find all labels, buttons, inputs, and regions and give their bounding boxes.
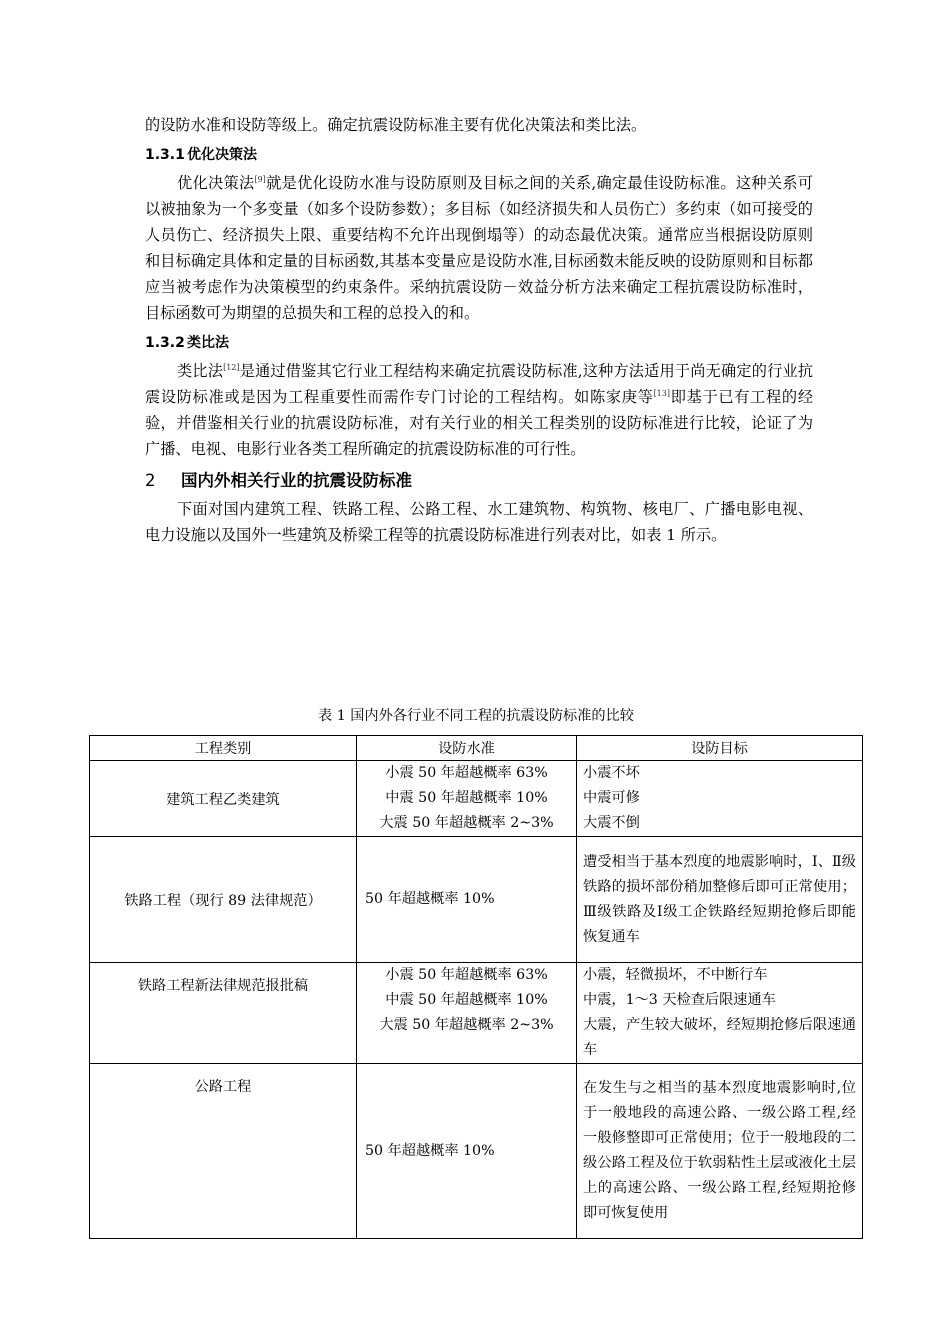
column-header: 设防水准 [357,736,577,761]
level-line: 50 年超越概率 10% [365,891,495,907]
section-heading-1-3-2 [145,332,813,354]
level-cell [357,963,577,1064]
section-title: 类比法 [187,335,229,351]
section-number: 1.3.2 [145,335,185,351]
section-title: 优化决策法 [187,147,257,163]
document-body [145,112,813,548]
level-line: 大震 50 年超越概率 2~3% [379,815,554,831]
goal-cell [577,761,863,837]
text-run: 是通过借鉴其它行业工程结构来确定抗震设防标准,这种方法适用于尚无确定的行业抗震设防标准或是因为工程重要性而需作专门讨论的工程结构。如陈家庚等 [145,362,814,406]
level-cell [357,761,577,837]
table-row [90,963,863,1064]
level-line: 中震 50 年超越概率 10% [385,992,548,1008]
goal-line: 遭受相当于基本烈度的地震影响时，Ⅰ、Ⅱ级铁路的损坏部份稍加整修后即可正常使用；Ⅲ级铁路及Ⅰ级工企铁路经短期抢修后即能恢复通车 [583,853,856,945]
engineering-type-cell: 公路工程 [90,1064,357,1239]
citation-ref[interactable]: [12] [223,362,240,372]
engineering-type-cell: 铁路工程（现行 89 法律规范） [90,837,357,963]
goal-line: 大震，产生较大破坏，经短期抢修后限速通车 [583,1017,856,1058]
section-heading-1-3-1 [145,144,813,166]
goal-line: 中震，1～3 天检查后限速通车 [583,992,776,1008]
level-line: 小震 50 年超越概率 63% [385,967,548,983]
section-number: 1.3.1 [145,147,185,163]
goal-cell [577,1064,863,1239]
citation-ref[interactable]: [13] [653,388,670,398]
level-line: 大震 50 年超越概率 2~3% [379,1017,554,1033]
level-line: 中震 50 年超越概率 10% [385,790,548,806]
goal-line: 大震不倒 [583,815,640,831]
paragraph-analogy [145,358,813,462]
table-header-row [90,736,863,761]
text-run: 优化决策法 [177,174,255,192]
text-run: 就是优化设防水准与设防原则及目标之间的关系,确定最佳设防标准。这种关系可以被抽象为一个多变量（如多个设防参数）；多目标（如经济损失和人员伤亡）多约束（如可接受的人员伤亡、经济损失上限、重要结构不允许出现倒塌等）的动态最优决策。通常应当根据设防原则和目标确定具体和定量的目标函数,其基本变量应是设防水准,目标函数未能反映的设防原则和目标都应当被考虑作为决策模型的约束条件。采纳抗震设防－效益分析方法来确定工程抗震设防标准时，目标函数可为期望的总损失和工程的总投入的和。 [145,174,814,322]
goal-cell [577,837,863,963]
goal-line: 小震不坏 [583,765,640,781]
level-line: 50 年超越概率 10% [365,1142,495,1159]
table-row [90,1064,863,1239]
comparison-table [89,735,863,1239]
text-run: 即基于已有工程的经验，并借鉴相关行业的抗震设防标准，对有关行业的相关工程类别的设防标准进行比较，论证了为广播、电视、电影行业各类工程所确定的抗震设防标准的可行性。 [145,388,814,458]
engineering-type-cell: 建筑工程乙类建筑 [90,761,357,837]
level-line: 小震 50 年超越概率 63% [385,765,548,781]
column-header: 工程类别 [90,736,357,761]
citation-ref[interactable]: [9] [254,174,266,184]
section-number: 2 [145,471,156,490]
table-row [90,837,863,963]
section-title: 国内外相关行业的抗震设防标准 [181,471,412,490]
column-header: 设防目标 [577,736,863,761]
text-run: 类比法 [177,362,224,380]
table-row [90,761,863,837]
table-caption: 表 1 国内外各行业不同工程的抗震设防标准的比较 [318,708,634,724]
level-cell [357,837,577,963]
paragraph-optimization [145,170,813,326]
intro-paragraph: 的设防水准和设防等级上。确定抗震设防标准主要有优化决策法和类比法。 [145,116,647,134]
section-heading-2 [145,468,813,494]
goal-cell [577,963,863,1064]
level-cell [357,1064,577,1239]
goal-line: 在发生与之相当的基本烈度地震影响时,位于一般地段的高速公路、一级公路工程,经一般修整即可正常使用；位于一般地段的二级公路工程及位于软弱粘性土层或液化土层上的高速公路、一级公路工程,经短期抢修即可恢复使用 [583,1080,856,1221]
goal-line: 小震，轻微损坏，不中断行车 [583,967,768,983]
paragraph-table-intro: 下面对国内建筑工程、铁路工程、公路工程、水工建筑物、构筑物、核电厂、广播电影电视、电力设施以及国外一些建筑及桥梁工程等的抗震设防标准进行列表对比，如表 1 所示。 [145,500,813,544]
goal-line: 中震可修 [583,790,640,806]
engineering-type-cell: 铁路工程新法律规范报批稿 [90,963,357,1064]
